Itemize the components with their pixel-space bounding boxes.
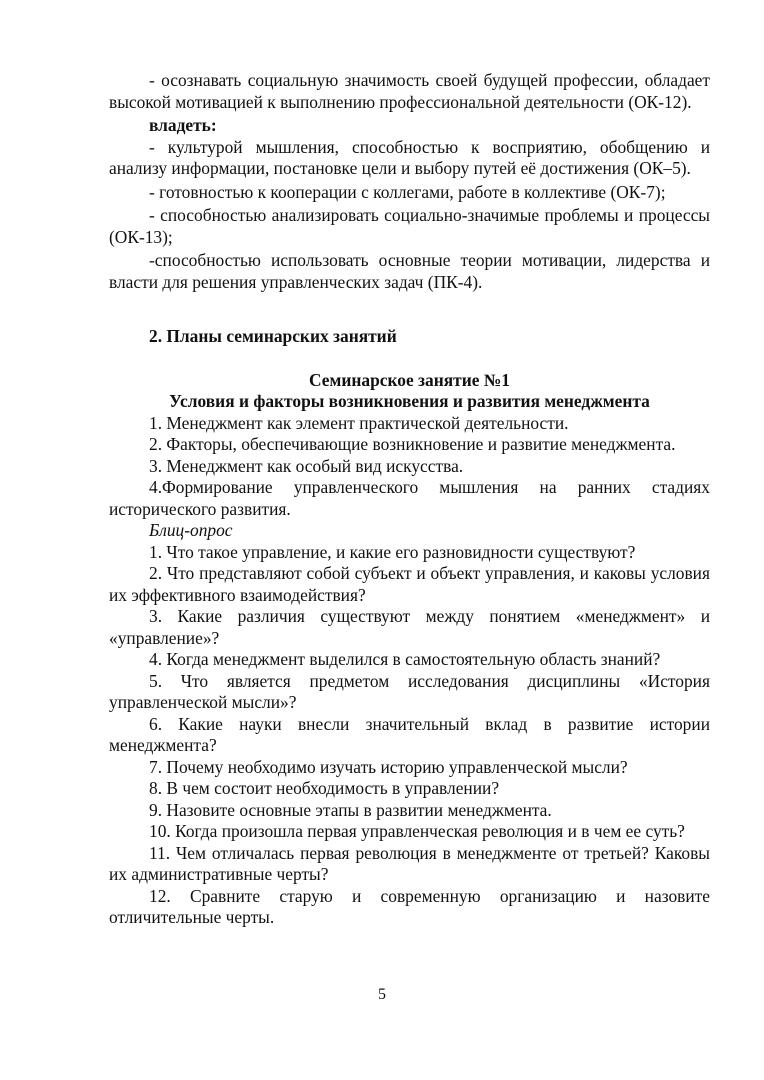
- page-number: 5: [378, 986, 386, 1003]
- section-title: 2. Планы семинарских занятий: [149, 326, 397, 346]
- seminar-topic-1: 1. Менеджмент как элемент практической деятельности.: [149, 412, 569, 433]
- own-item-1: - культурой мышления, способностью к восприятию, обобщению и анализу информации, постановке цели и выбору путей её достижения (ОК–5).: [109, 136, 710, 178]
- quiz-question-1: 1. Что такое управление, и какие его разновидности существуют?: [149, 541, 636, 562]
- quiz-question-3: 3. Какие различия существуют между понятием «менеджмент» и «управление»?: [109, 606, 710, 648]
- seminar-title: Семинарское занятие №1: [309, 369, 510, 390]
- seminar-topic-2: 2. Факторы, обеспечивающие возникновение и развитие менеджмента.: [149, 434, 676, 454]
- quiz-label: Блиц-опрос: [149, 520, 233, 540]
- own-item-2: - готовностью к кооперации с коллегами, работе в коллективе (ОК-7);: [149, 181, 666, 202]
- intro-paragraph-1: - осознавать социальную значимость своей будущей профессии, обладает высокой мотивацией к выполнению профессиональной деятельности (ОК-12).: [109, 70, 710, 112]
- quiz-question-9: 9. Назовите основные этапы в развитии менеджмента.: [149, 799, 552, 820]
- own-item-4: -способностью использовать основные теории мотивации, лидерства и власти для решения управленческих задач (ПК-4).: [109, 250, 710, 292]
- quiz-question-6: 6. Какие науки внесли значительный вклад в развитие истории менеджмента?: [109, 713, 710, 755]
- seminar-subtitle: Условия и факторы возникновения и развития менеджмента: [169, 391, 650, 411]
- quiz-question-2: 2. Что представляют собой субъект и объект управления, и каковы условия их эффективного взаимодействия?: [109, 563, 710, 605]
- quiz-question-5: 5. Что является предметом исследования дисциплины «История управленческой мысли»?: [109, 670, 710, 712]
- quiz-question-8: 8. В чем состоит необходимость в управлении?: [149, 778, 500, 798]
- quiz-question-7: 7. Почему необходимо изучать историю управленческой мысли?: [149, 756, 628, 777]
- quiz-question-4: 4. Когда менеджмент выделился в самостоятельную область знаний?: [149, 649, 661, 669]
- document-page: [109, 70, 710, 929]
- seminar-topic-4: 4.Формирование управленческого мышления на ранних стадиях исторического развития.: [109, 477, 710, 519]
- own-item-3: - способностью анализировать социально-значимые проблемы и процессы (ОК-13);: [109, 205, 710, 247]
- own-heading: владеть:: [149, 115, 217, 135]
- seminar-topic-3: 3. Менеджмент как особый вид искусства.: [149, 455, 464, 476]
- quiz-question-12: 12. Сравните старую и современную организацию и назовите отличительные черты.: [109, 885, 710, 927]
- quiz-question-10: 10. Когда произошла первая управленческая революция и в чем ее суть?: [149, 821, 685, 841]
- quiz-question-11: 11. Чем отличалась первая революция в менеджменте от третьей? Каковы их административные черты?: [109, 842, 710, 884]
